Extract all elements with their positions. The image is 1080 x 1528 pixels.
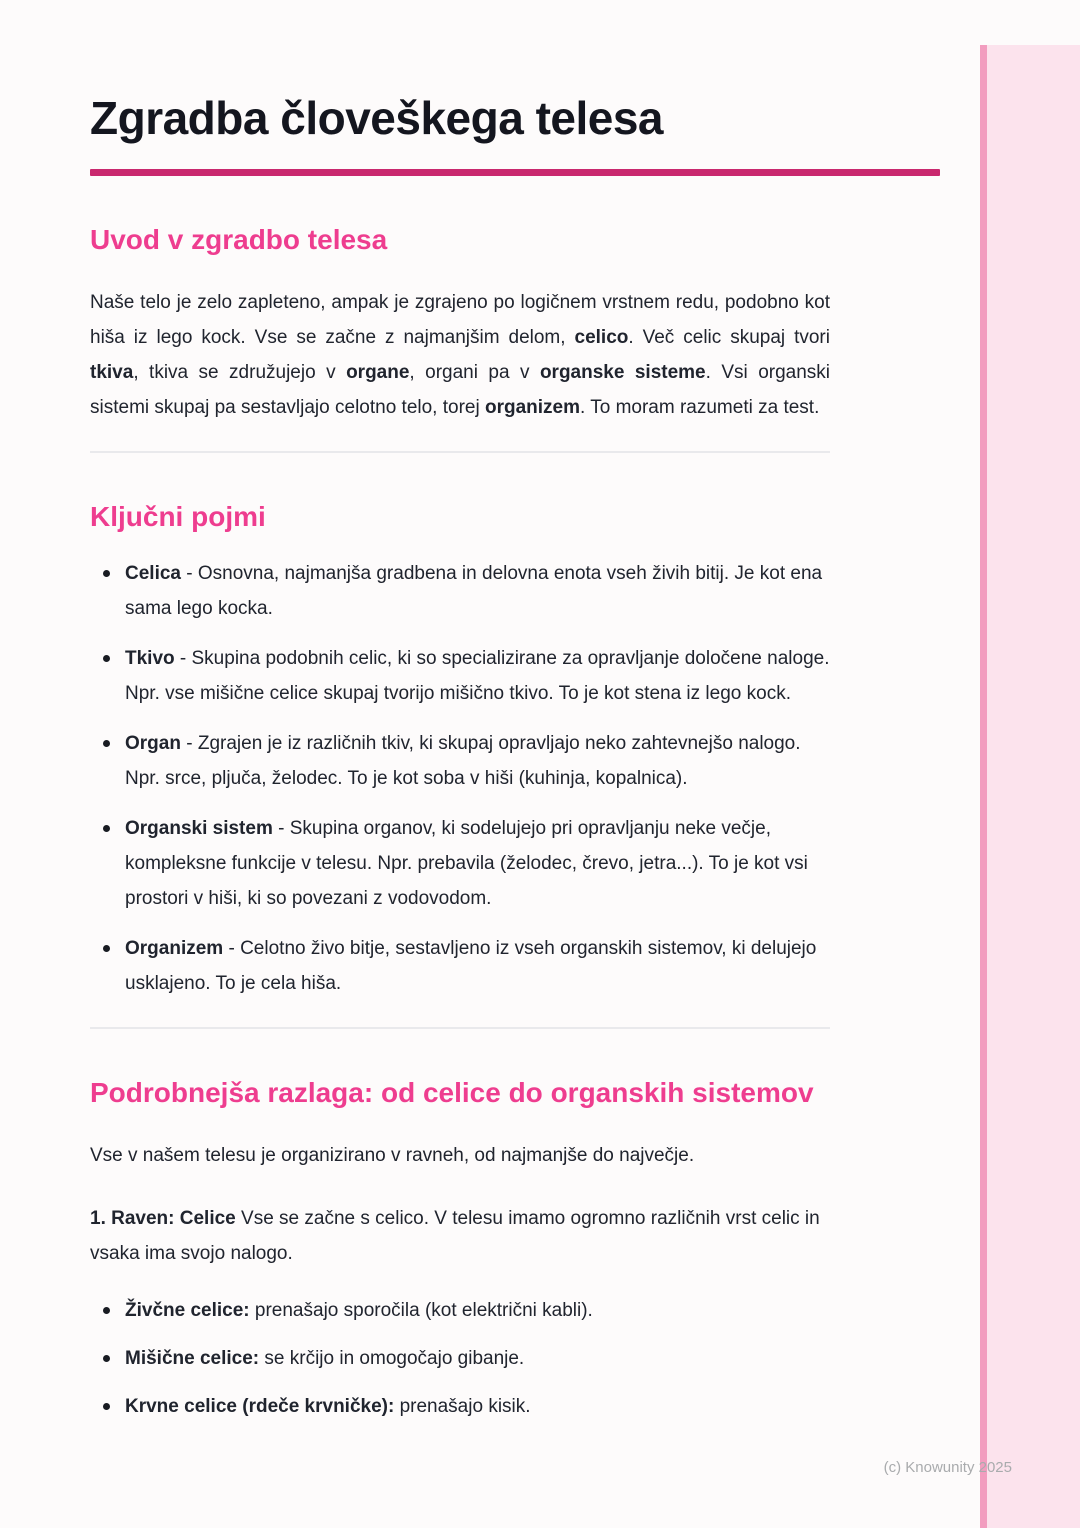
text-segment: - Osnovna, najmanjša gradbena in delovna enota vseh živih bitij. Je kot ena sama lego kocka. — [125, 562, 823, 619]
section-heading-uvod: Uvod v zgradbo telesa — [90, 223, 388, 255]
text-segment: tkiva — [90, 361, 134, 383]
text-segment: Vse se začne s celico. V telesu imamo ogromno različnih vrst celic in vsaka ima svojo nalogo. — [90, 1207, 820, 1264]
section-kljucni-pojmi — [90, 499, 940, 1001]
text-segment: Naše telo je zelo zapleteno, ampak je zgrajeno po logičnem vrstnem redu, podobno kot hiša iz lego kock. Vse se začne z najmanjšim delom, — [90, 291, 830, 348]
list-item — [125, 1389, 830, 1424]
section-podrobnejsa-razlaga — [90, 1075, 940, 1424]
text-segment: - Skupina organov, ki sodelujejo pri opravljanju neke večje, kompleksne funkcije v telesu. Npr. prebavila (želodec, črevo, jetra...). To je kot vsi prostori v hiši, ki so povezani z vodovodom. — [125, 817, 808, 909]
section-heading-podrobnejsa: Podrobnejša razlaga: od celice do organskih sistemov — [90, 1076, 814, 1108]
text-segment: - Celotno živo bitje, sestavljeno iz vseh organskih sistemov, ki delujejo usklajeno. To je cela hiša. — [125, 937, 817, 994]
text-segment: organe — [346, 361, 410, 383]
text-segment: . Vsi organski sistemi skupaj pa sestavljajo celotno telo, torej — [90, 361, 831, 418]
cell-types-list — [90, 1293, 830, 1424]
title-rule — [90, 169, 940, 176]
text-segment: - Zgrajen je iz različnih tkiv, ki skupaj opravljajo neko zahtevnejšo nalogo. Npr. srce, pljuča, želodec. To je kot soba v hiši (kuhinja, kopalnica). — [125, 732, 801, 789]
page-accent-stripe — [980, 45, 1080, 1528]
text-segment: organizem — [484, 396, 581, 418]
text-segment: Tkivo — [125, 647, 175, 669]
text-segment: , organi pa v — [409, 361, 540, 383]
section-heading-kljucni-pojmi: Ključni pojmi — [90, 500, 266, 532]
list-item — [125, 1341, 830, 1376]
page-title: Zgradba človeškega telesa — [90, 92, 664, 144]
list-item — [125, 811, 830, 916]
text-segment: , tkiva se združujejo v — [133, 361, 347, 383]
footer-credit: (c) Knowunity 2025 — [883, 1459, 1012, 1476]
list-item — [125, 1293, 830, 1328]
text-segment: Krvne celice (rdeče krvničke): — [125, 1395, 395, 1417]
intro-paragraph — [90, 285, 830, 425]
text-segment: Celica — [125, 562, 181, 584]
levels-intro-paragraph: Vse v našem telesu je organizirano v ravneh, od najmanjše do največje. — [90, 1144, 695, 1166]
list-item — [125, 726, 830, 796]
text-segment: . To moram razumeti za test. — [580, 396, 820, 418]
section-uvod — [90, 222, 940, 425]
section-divider — [90, 451, 830, 453]
text-segment: Organ — [125, 732, 181, 754]
document-page — [90, 0, 940, 1437]
text-segment: Živčne celice: — [125, 1299, 250, 1321]
text-segment: - Skupina podobnih celic, ki so specializirane za opravljanje določene naloge. Npr. vse mišične celice skupaj tvorijo mišično tkivo. To je kot stena iz lego kock. — [125, 647, 830, 704]
text-segment: . Več celic skupaj tvori — [628, 326, 830, 348]
text-segment: Organski sistem — [125, 817, 273, 839]
list-item — [125, 556, 830, 626]
text-segment: organske sisteme — [539, 361, 706, 383]
text-segment: prenašajo sporočila (kot električni kabli). — [249, 1299, 593, 1321]
level1-paragraph — [90, 1201, 830, 1271]
text-segment: celico — [574, 326, 629, 348]
text-segment: Mišične celice: — [125, 1347, 260, 1369]
key-terms-list — [90, 556, 830, 1001]
text-segment: 1. Raven: Celice — [90, 1207, 236, 1229]
list-item — [125, 931, 830, 1001]
text-segment: Organizem — [125, 937, 224, 959]
section-divider — [90, 1027, 830, 1029]
list-item — [125, 641, 830, 711]
text-segment: se krčijo in omogočajo gibanje. — [259, 1347, 525, 1369]
text-segment: prenašajo kisik. — [394, 1395, 531, 1417]
